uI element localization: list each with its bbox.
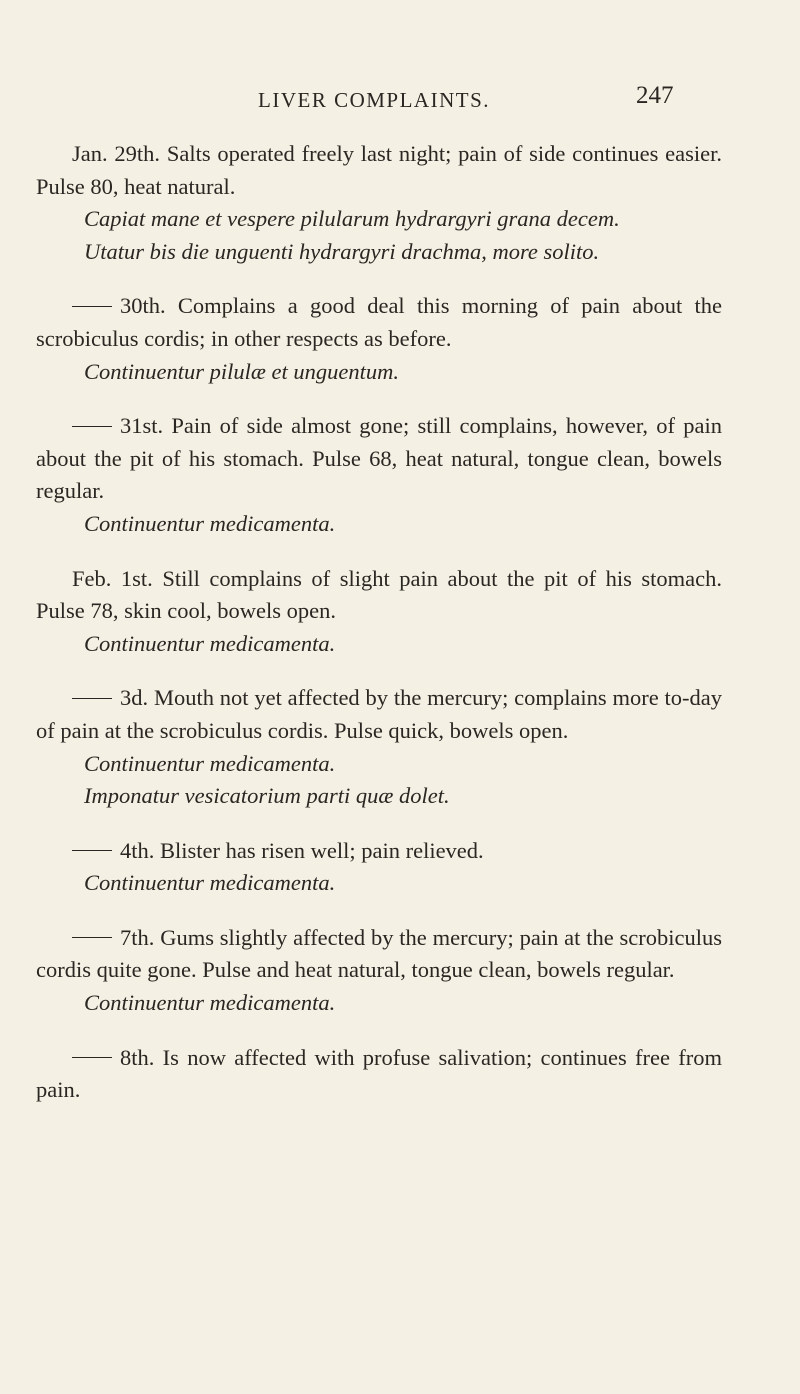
entry-paragraph xyxy=(36,410,722,508)
entry-text: Salts operated freely last night; pain of side continues easier. Pulse 80, heat natural. xyxy=(36,141,722,199)
prescription: Continuentur medicamenta. xyxy=(84,990,336,1016)
entry-date: 3d. xyxy=(120,685,149,711)
prescription: Continuentur pilulæ et unguentum. xyxy=(84,358,399,384)
entry-paragraph xyxy=(36,835,722,868)
entry-paragraph xyxy=(36,922,722,987)
prescription: Utatur bis die unguenti hydrargyri drachma, more solito. xyxy=(84,238,600,264)
diary-entry-4th xyxy=(36,835,722,900)
body-text xyxy=(36,138,722,1129)
entry-date: 7th. xyxy=(120,924,155,950)
diary-entry-7th xyxy=(36,922,722,1020)
entry-text: Pain of side almost gone; still complains, however, of pain about the pit of his stomach. Pulse 68, heat natural, tongue clean, bowels regular. xyxy=(36,413,722,504)
prescription: Capiat mane et vespere pilularum hydrargyri grana decem. xyxy=(84,206,620,232)
entry-paragraph xyxy=(36,682,722,747)
entry-paragraph xyxy=(36,563,722,628)
entry-paragraph xyxy=(36,138,722,203)
diary-entry-jan-29 xyxy=(36,138,722,268)
entry-text: Blister has risen well; pain relieved. xyxy=(160,837,484,863)
entry-paragraph xyxy=(36,290,722,355)
prescription: Imponatur vesicatorium parti quæ dolet. xyxy=(84,783,450,809)
entry-text: Mouth not yet affected by the mercury; complains more to-day of pain at the scrobiculus cordis. Pulse quick, bowels open. xyxy=(36,685,723,743)
entry-text: Still complains of slight pain about the pit of his stomach. Pulse 78, skin cool, bowels open. xyxy=(36,565,723,624)
prescription: Continuentur medicamenta. xyxy=(84,750,336,776)
prescription: Continuentur medicamenta. xyxy=(84,870,336,896)
page-header xyxy=(0,82,800,122)
diary-entry-30th xyxy=(36,290,722,388)
entry-date: Jan. 29th. xyxy=(72,141,161,166)
ditto-dash xyxy=(72,937,112,938)
diary-entry-31st xyxy=(36,410,722,540)
ditto-dash xyxy=(72,426,112,427)
diary-entry-3d xyxy=(36,682,722,812)
prescription: Continuentur medicamenta. xyxy=(84,630,336,656)
entry-date: Feb. 1st. xyxy=(72,565,153,591)
entry-paragraph xyxy=(36,1042,722,1107)
entry-text: Gums slightly affected by the mercury; pain at the scrobiculus cordis quite gone. Pulse and heat natural, tongue clean, bowels regular. xyxy=(36,924,723,983)
ditto-dash xyxy=(72,850,112,851)
entry-date: 4th. xyxy=(120,837,155,863)
entry-date: 31st. xyxy=(120,413,164,439)
prescription: Continuentur medicamenta. xyxy=(84,510,336,536)
diary-entry-8th xyxy=(36,1042,722,1107)
ditto-dash xyxy=(72,698,112,699)
entry-date: 8th. xyxy=(120,1044,155,1070)
ditto-dash xyxy=(72,306,112,307)
entry-date: 30th. xyxy=(120,293,166,319)
ditto-dash xyxy=(72,1057,112,1058)
page-number: 247 xyxy=(636,82,674,109)
diary-entry-feb-1 xyxy=(36,563,722,661)
running-head: LIVER COMPLAINTS. xyxy=(258,88,491,112)
entry-text: Is now affected with profuse salivation; continues free from pain. xyxy=(36,1044,723,1103)
entry-text: Complains a good deal this morning of pain about the scrobiculus cordis; in other respects as before. xyxy=(36,293,723,351)
